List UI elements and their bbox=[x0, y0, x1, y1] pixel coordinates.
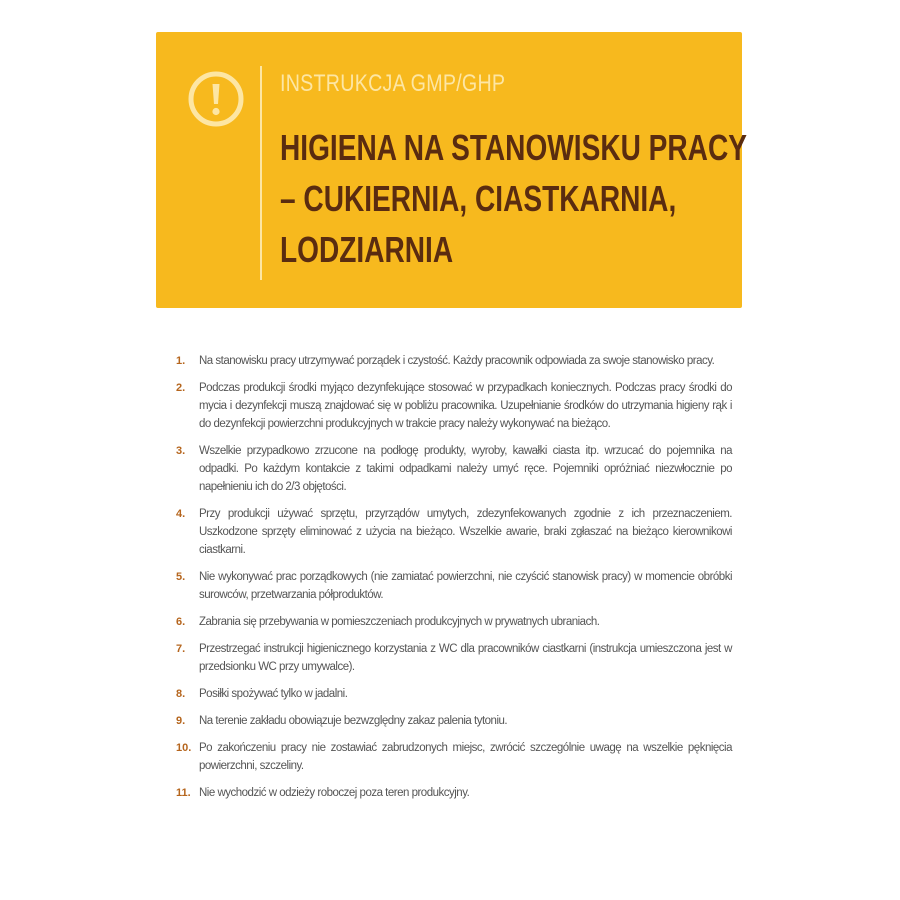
item-number: 6. bbox=[176, 616, 186, 628]
item-number: 11. bbox=[176, 787, 191, 799]
item-number: 7. bbox=[176, 643, 186, 655]
item-text: Wszelkie przypadkowo zrzucone na podłogę produkty, wyroby, kawałki ciasta itp. wrzucać do pojemnika na odpadki. Po każdym kontakcie z takimi odpadkami należy umyć ręce. Pojemniki opróżniać niezwłocznie po napełnieniu ich do 2/3 objętości. bbox=[199, 445, 732, 493]
item-number: 2. bbox=[176, 382, 186, 394]
item-text: Na terenie zakładu obowiązuje bezwzględny zakaz palenia tytoniu. bbox=[199, 715, 508, 727]
item-text: Na stanowisku pracy utrzymywać porządek i czystość. Każdy pracownik odpowiada za swoje stanowisko pracy. bbox=[199, 355, 715, 367]
item-text: Posiłki spożywać tylko w jadalni. bbox=[199, 688, 348, 700]
exclamation-circle-icon bbox=[187, 70, 245, 128]
item-number: 3. bbox=[176, 445, 186, 457]
list-item bbox=[176, 640, 732, 676]
list-item bbox=[176, 568, 732, 604]
item-text: Nie wykonywać prac porządkowych (nie zamiatać powierzchni, nie czyścić stanowisk pracy) w momencie obróbki surowców, przetwarzania półproduktów. bbox=[199, 571, 732, 601]
list-item bbox=[176, 739, 732, 775]
title-line: LODZIARNIA bbox=[280, 229, 454, 270]
item-text: Zabrania się przebywania w pomieszczeniach produkcyjnych w prywatnych ubraniach. bbox=[199, 616, 600, 628]
header-divider bbox=[260, 66, 262, 280]
header-banner bbox=[156, 32, 747, 308]
item-text: Przy produkcji używać sprzętu, przyrządów umytych, zdezynfekowanych zgodnie z ich przeznaczeniem. Uszkodzone sprzęty eliminować z użycia na bieżąco. Wszelkie awarie, braki zgłaszać na bieżąco kierownikowi ciastkarni. bbox=[199, 508, 732, 556]
title-line: – CUKIERNIA, CIASTKARNIA, bbox=[280, 178, 677, 219]
item-text: Nie wychodzić w odzieży roboczej poza teren produkcyjny. bbox=[199, 787, 470, 799]
title-line: HIGIENA NA STANOWISKU PRACY bbox=[280, 127, 747, 168]
list-item bbox=[176, 613, 732, 631]
list-item bbox=[176, 505, 732, 559]
item-number: 4. bbox=[176, 508, 186, 520]
item-number: 9. bbox=[176, 715, 186, 727]
instruction-list bbox=[176, 352, 732, 811]
item-text: Podczas produkcji środki myjąco dezynfekujące stosować w przypadkach koniecznych. Podczas pracy środki do mycia i dezynfekcji muszą znajdować się w pobliżu pracownika. Uzupełnianie środków do utrzymania higieny rąk i do dezynfekcji powierzchni produkcyjnych w trakcie pracy należy wykonywać na bieżąco. bbox=[199, 382, 732, 430]
item-number: 5. bbox=[176, 571, 186, 583]
item-text: Po zakończeniu pracy nie zostawiać zabrudzonych miejsc, zwrócić szczególnie uwagę na wszelkie pęknięcia powierzchni, szczeliny. bbox=[199, 742, 732, 772]
item-number: 1. bbox=[176, 355, 186, 367]
list-item bbox=[176, 712, 732, 730]
list-item bbox=[176, 352, 732, 370]
document-pretitle: INSTRUKCJA GMP/GHP bbox=[280, 70, 506, 97]
list-item bbox=[176, 784, 732, 802]
document-title bbox=[280, 122, 747, 275]
item-number: 10. bbox=[176, 742, 192, 754]
item-text: Przestrzegać instrukcji higienicznego korzystania z WC dla pracowników ciastkarni (instrukcja umieszczona jest w przedsionku WC przy umywalce). bbox=[199, 643, 732, 673]
list-item bbox=[176, 685, 732, 703]
list-item bbox=[176, 379, 732, 433]
list-item bbox=[176, 442, 732, 496]
item-number: 8. bbox=[176, 688, 186, 700]
